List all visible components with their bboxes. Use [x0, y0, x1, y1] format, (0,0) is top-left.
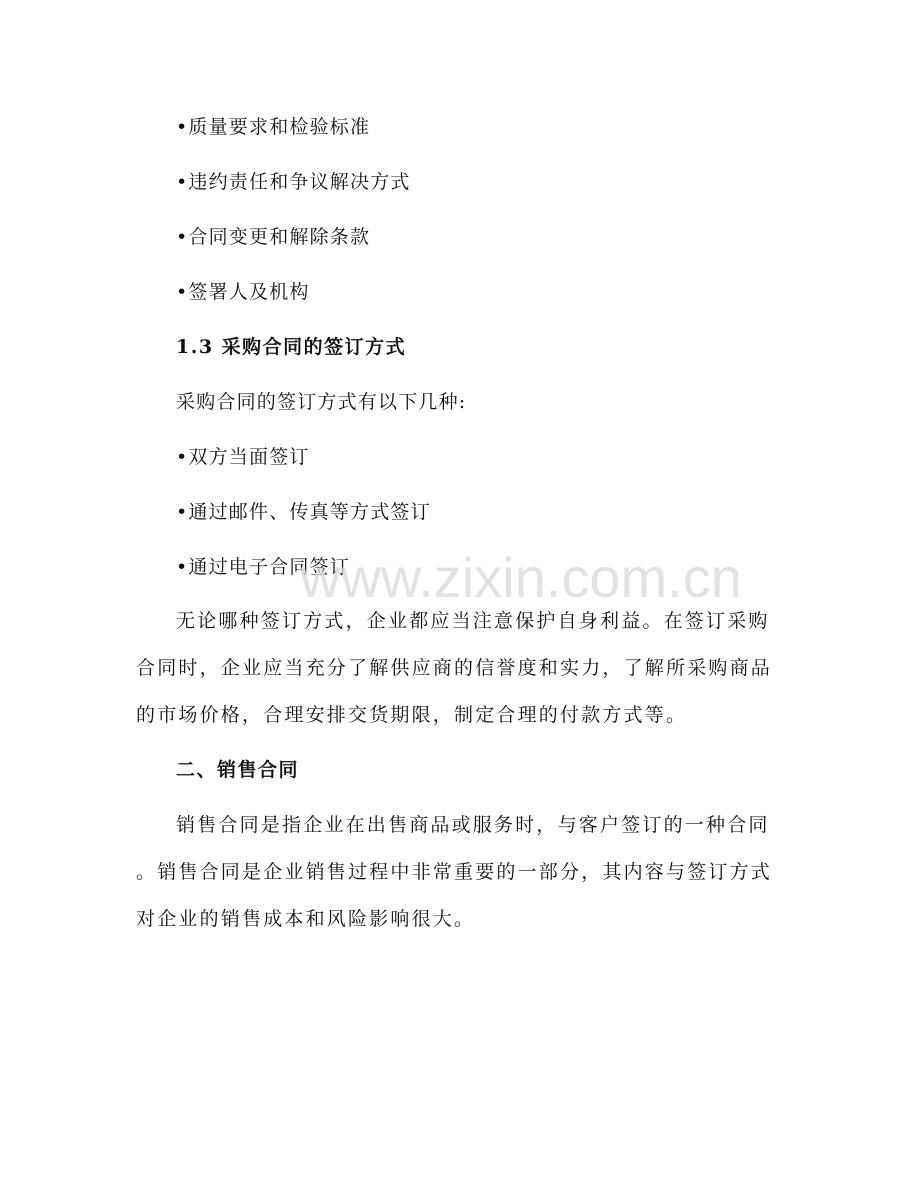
bullet-signatories: •签署人及机构: [176, 281, 310, 303]
paragraph-line: 销售合同是指企业在出售商品或服务时，与客户签订的一种合同: [176, 814, 770, 836]
watermark: www.zixin.com.cn: [300, 546, 742, 609]
paragraph-line: 的市场价格，合理安排交货期限，制定合理的付款方式等。: [136, 704, 688, 726]
section-heading-2: 二、销售合同: [176, 759, 300, 781]
bullet-mail-fax: •通过邮件、传真等方式签订: [176, 501, 431, 523]
bullet-contract-changes: •合同变更和解除条款: [176, 226, 371, 248]
bullet-electronic: •通过电子合同签订: [176, 556, 351, 578]
paragraph-line: 对企业的销售成本和风险影响很大。: [136, 908, 476, 930]
bullet-liability-disputes: •违约责任和争议解决方式: [176, 171, 411, 193]
paragraph-line: 合同时，企业应当充分了解供应商的信誉度和实力，了解所采购商品: [136, 657, 773, 679]
bullet-face-to-face: •双方当面签订: [176, 446, 310, 468]
section-heading-1-3: 1.3 采购合同的签订方式: [176, 336, 407, 358]
bullet-quality-standards: •质量要求和检验标准: [176, 116, 371, 138]
section-intro: 采购合同的签订方式有以下几种:: [176, 391, 467, 413]
paragraph-line: 无论哪种签订方式，企业都应当注意保护自身利益。在签订采购: [176, 610, 770, 632]
paragraph-line: 。销售合同是企业销售过程中非常重要的一部分，其内容与签订方式: [136, 861, 773, 883]
